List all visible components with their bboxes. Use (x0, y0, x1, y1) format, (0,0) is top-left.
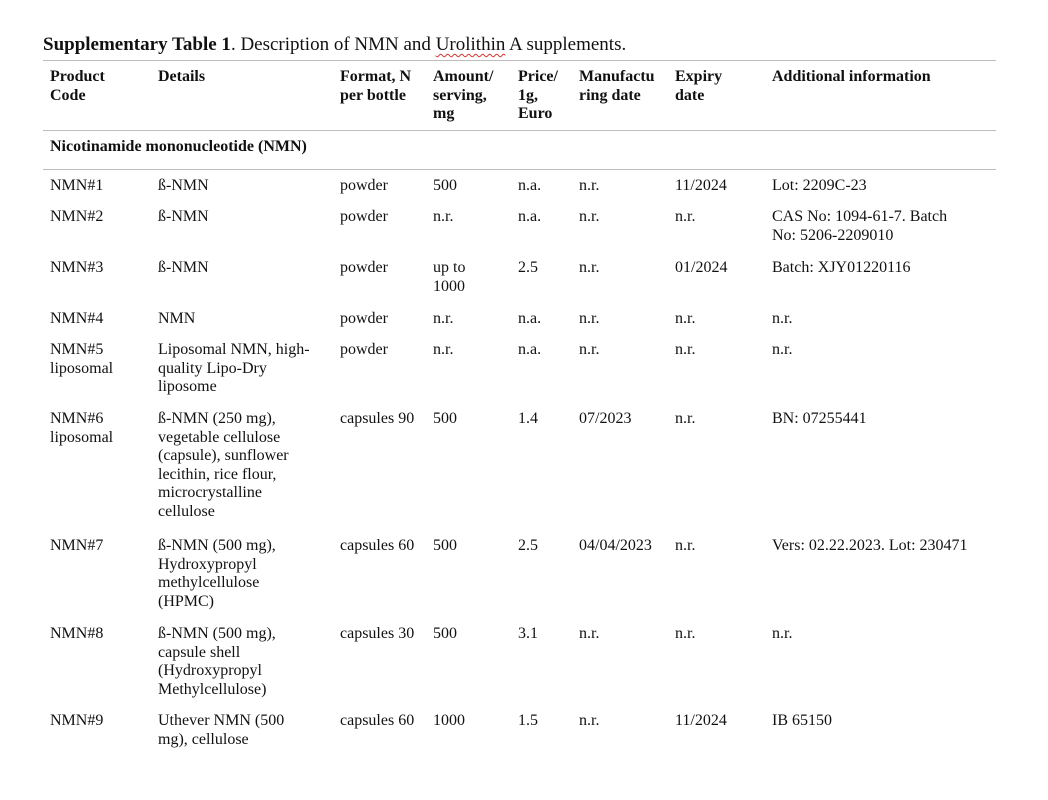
cell-format: powder (340, 341, 388, 358)
cell-price: n.a. (518, 208, 542, 225)
cell-format: powder (340, 208, 388, 225)
cell-code: NMN#1 (50, 177, 104, 194)
cell-additional: Vers: 02.22.2023. Lot: 230471 (772, 537, 968, 554)
cell-details: NMN (158, 310, 196, 327)
section-rule (43, 169, 996, 170)
cell-expiry: n.r. (675, 625, 696, 642)
caption-flagged-word[interactable]: Urolithin (435, 34, 506, 55)
section-title: Nicotinamide mononucleotide (NMN) (50, 138, 307, 155)
cell-price: 2.5 (518, 537, 538, 554)
cell-manufacturing: 07/2023 (579, 410, 632, 427)
header-manufacturing: Manufactu ring date (579, 68, 655, 104)
cell-additional: IB 65150 (772, 712, 832, 729)
cell-details: ß-NMN (500 mg), capsule shell (Hydroxypropyl Methylcellulose) (158, 625, 276, 698)
cell-amount: 500 (433, 177, 457, 194)
cell-additional: n.r. (772, 625, 793, 642)
cell-code: NMN#7 (50, 537, 104, 554)
cell-expiry: 11/2024 (675, 712, 727, 729)
cell-details: ß-NMN (158, 259, 209, 276)
cell-additional: Lot: 2209C-23 (772, 177, 867, 194)
header-details: Details (158, 68, 206, 85)
cell-code: NMN#4 (50, 310, 104, 327)
cell-code: NMN#8 (50, 625, 104, 642)
cell-manufacturing: n.r. (579, 341, 600, 358)
cell-code: NMN#2 (50, 208, 104, 225)
cell-manufacturing: n.r. (579, 625, 600, 642)
cell-code: NMN#5 liposomal (50, 341, 114, 377)
cell-manufacturing: n.r. (579, 177, 600, 194)
cell-expiry: 11/2024 (675, 177, 727, 194)
header-additional: Additional information (772, 68, 931, 85)
cell-format: capsules 30 (340, 625, 415, 642)
cell-amount: n.r. (433, 341, 454, 358)
cell-price: n.a. (518, 341, 542, 358)
cell-expiry: n.r. (675, 341, 696, 358)
cell-details: ß-NMN (158, 208, 209, 225)
caption-text-before: . Description of NMN and (230, 34, 436, 55)
cell-additional: BN: 07255441 (772, 410, 867, 427)
cell-manufacturing: 04/04/2023 (579, 537, 652, 554)
cell-details: Uthever NMN (500 mg), cellulose (158, 712, 285, 748)
cell-expiry: 01/2024 (675, 259, 728, 276)
cell-expiry: n.r. (675, 208, 696, 225)
cell-price: n.a. (518, 177, 542, 194)
header-price: Price/ 1g, Euro (518, 68, 558, 123)
cell-expiry: n.r. (675, 410, 696, 427)
cell-price: 2.5 (518, 259, 538, 276)
cell-amount: 500 (433, 410, 457, 427)
cell-expiry: n.r. (675, 537, 696, 554)
cell-details: ß-NMN (500 mg), Hydroxypropyl methylcellulose (HPMC) (158, 537, 276, 610)
cell-additional: n.r. (772, 310, 793, 327)
cell-format: powder (340, 177, 388, 194)
cell-manufacturing: n.r. (579, 208, 600, 225)
cell-format: capsules 60 (340, 537, 415, 554)
cell-amount: n.r. (433, 208, 454, 225)
cell-details: ß-NMN (250 mg), vegetable cellulose (capsule), sunflower lecithin, rice flour, microcrystalline cellulose (158, 410, 289, 520)
cell-additional: n.r. (772, 341, 793, 358)
caption-text-after: A supplements. (505, 34, 627, 55)
cell-manufacturing: n.r. (579, 712, 600, 729)
cell-amount: up to 1000 (433, 259, 466, 295)
cell-price: 1.5 (518, 712, 538, 729)
cell-code: NMN#9 (50, 712, 104, 729)
cell-format: powder (340, 259, 388, 276)
cell-price: 3.1 (518, 625, 538, 642)
top-rule (43, 60, 996, 61)
cell-format: capsules 90 (340, 410, 415, 427)
cell-format: capsules 60 (340, 712, 415, 729)
cell-amount: n.r. (433, 310, 454, 327)
cell-code: NMN#6 liposomal (50, 410, 114, 446)
cell-amount: 1000 (433, 712, 465, 729)
cell-code: NMN#3 (50, 259, 104, 276)
table-caption (43, 33, 626, 57)
header-amount: Amount/ serving, mg (433, 68, 494, 123)
cell-manufacturing: n.r. (579, 259, 600, 276)
cell-amount: 500 (433, 625, 457, 642)
caption-label: Supplementary Table 1 (43, 34, 231, 55)
cell-additional: Batch: XJY01220116 (772, 259, 911, 276)
cell-amount: 500 (433, 537, 457, 554)
cell-format: powder (340, 310, 388, 327)
cell-details: ß-NMN (158, 177, 209, 194)
cell-price: n.a. (518, 310, 542, 327)
header-expiry: Expiry date (675, 68, 723, 104)
header-format: Format, N per bottle (340, 68, 412, 104)
header-rule (43, 130, 996, 131)
cell-price: 1.4 (518, 410, 538, 427)
cell-expiry: n.r. (675, 310, 696, 327)
cell-details: Liposomal NMN, high- quality Lipo-Dry liposome (158, 341, 310, 396)
header-code: Product Code (50, 68, 105, 104)
cell-additional: CAS No: 1094-61-7. Batch No: 5206-2209010 (772, 208, 948, 244)
cell-manufacturing: n.r. (579, 310, 600, 327)
